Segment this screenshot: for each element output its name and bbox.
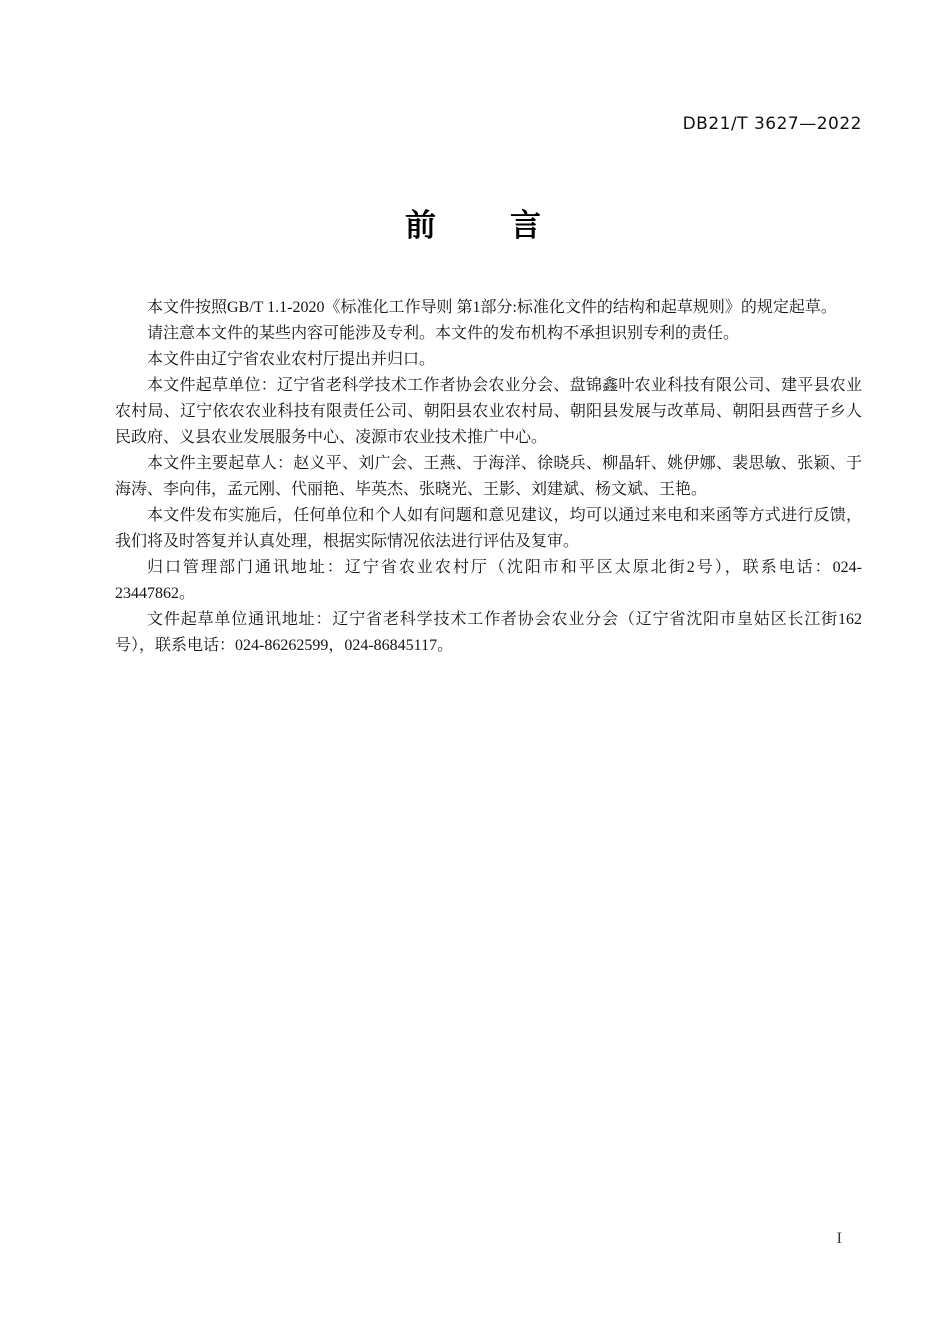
paragraph-drafting-organizations: 本文件起草单位：辽宁省老科学技术工作者协会农业分会、盘锦鑫叶农业科技有限公司、建平县农业农村局、辽宁依农农业科技有限责任公司、朝阳县农业农村局、朝阳县发展与改革局、朝阳县西营子乡人民政府、义县农业发展服务中心、凌源市农业技术推广中心。 xyxy=(115,377,862,446)
paragraph-drafting-contact-address: 文件起草单位通讯地址：辽宁省老科学技术工作者协会农业分会（辽宁省沈阳市皇姑区长江街162号），联系电话：024-86262599，024-86845117。 xyxy=(115,611,862,654)
doc-number: DB21/T 3627—2022 xyxy=(682,114,862,134)
paragraph-foreword-basis: 本文件按照GB/T 1.1-2020《标准化工作导则 第1部分:标准化文件的结构和起草规则》的规定起草。 xyxy=(147,299,837,316)
paragraph-patent-notice: 请注意本文件的某些内容可能涉及专利。本文件的发布机构不承担识别专利的责任。 xyxy=(147,325,740,342)
paragraph-admin-contact-address: 归口管理部门通讯地址：辽宁省农业农村厅（沈阳市和平区太原北街2号），联系电话：024-23447862。 xyxy=(115,559,862,602)
paragraph-feedback-notice: 本文件发布实施后，任何单位和个人如有问题和意见建议，均可以通过来电和来函等方式进行反馈，我们将及时答复并认真处理，根据实际情况依法进行评估及复审。 xyxy=(115,507,862,550)
paragraph-main-drafters: 本文件主要起草人：赵义平、刘广会、王燕、于海洋、徐晓兵、柳晶轩、姚伊娜、裴思敏、张颖、于海涛、李向伟，孟元刚、代丽艳、毕英杰、张晓光、王影、刘建斌、杨文斌、王艳。 xyxy=(115,455,862,498)
page-number: I xyxy=(836,1230,842,1247)
paragraph-proposing-body: 本文件由辽宁省农业农村厅提出并归口。 xyxy=(147,351,436,368)
page-title: 前 言 xyxy=(405,208,545,243)
document-body xyxy=(115,295,862,659)
